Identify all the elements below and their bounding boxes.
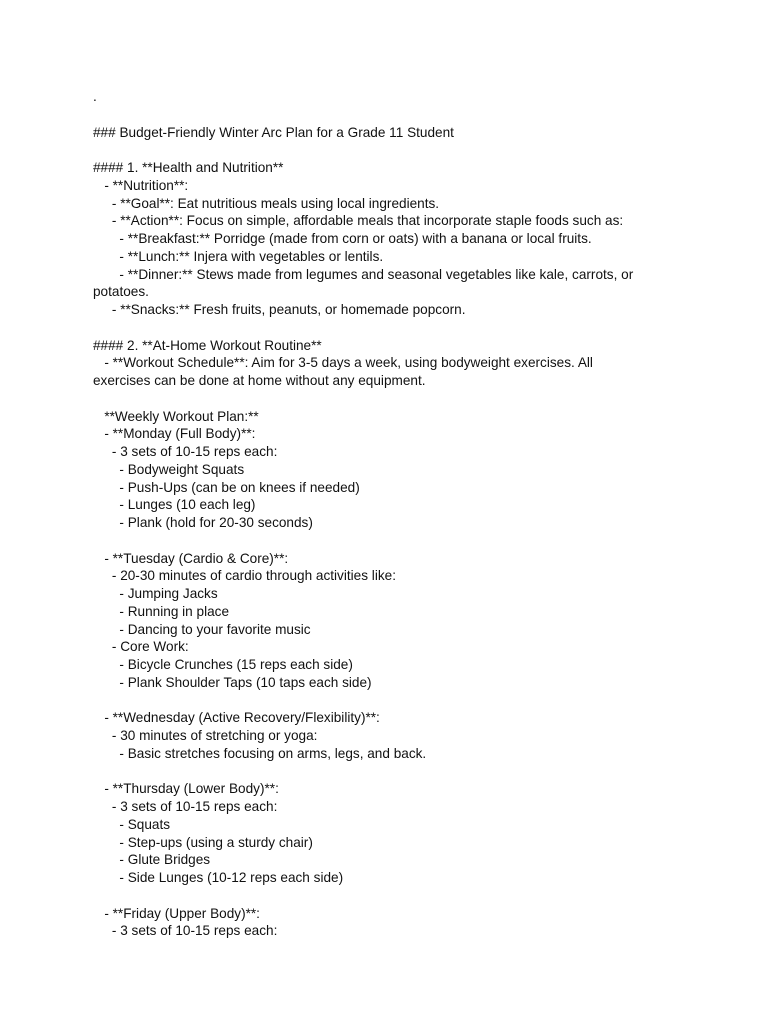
- text-line: - **Lunch:** Injera with vegetables or lentils.: [93, 248, 384, 264]
- document-text: [93, 88, 673, 940]
- text-line: - **Tuesday (Cardio & Core)**:: [93, 550, 289, 566]
- blank-line: [93, 692, 673, 710]
- text-line: - Push-Ups (can be on knees if needed): [93, 479, 360, 495]
- text-line: - **Action**: Focus on simple, affordable meals that incorporate staple foods such as:: [93, 213, 624, 229]
- text-line: potatoes.: [93, 284, 149, 300]
- blank-line: [93, 141, 673, 159]
- text-line: **Weekly Workout Plan:**: [93, 408, 259, 424]
- text-line: - Bodyweight Squats: [93, 461, 245, 477]
- text-line: - Plank Shoulder Taps (10 taps each side): [93, 674, 372, 690]
- text-line: - **Nutrition**:: [93, 177, 189, 193]
- text-line: - 3 sets of 10-15 reps each:: [93, 799, 278, 814]
- blank-line: [93, 763, 673, 781]
- text-line: - **Monday (Full Body)**:: [93, 426, 256, 442]
- text-line: .: [93, 89, 97, 104]
- text-line: #### 1. **Health and Nutrition**: [93, 160, 284, 175]
- text-line: ### Budget-Friendly Winter Arc Plan for a Grade 11 Student: [93, 124, 454, 140]
- text-line: - Core Work:: [93, 639, 189, 655]
- text-line: - **Breakfast:** Porridge (made from corn or oats) with a banana or local fruits.: [93, 231, 592, 246]
- text-line: - **Friday (Upper Body)**:: [93, 905, 260, 921]
- text-line: - **Workout Schedule**: Aim for 3-5 days a week, using bodyweight exercises. All: [93, 355, 593, 371]
- text-line: - 3 sets of 10-15 reps each:: [93, 923, 278, 939]
- text-line: - **Goal**: Eat nutritious meals using local ingredients.: [93, 195, 440, 211]
- text-line: - 3 sets of 10-15 reps each:: [93, 444, 278, 459]
- text-line: #### 2. **At-Home Workout Routine**: [93, 337, 322, 353]
- blank-line: [93, 390, 673, 408]
- text-line: - Squats: [93, 816, 171, 832]
- text-line: - Dancing to your favorite music: [93, 621, 311, 637]
- text-line: - **Dinner:** Stews made from legumes and seasonal vegetables like kale, carrots, or: [93, 266, 634, 282]
- text-line: - Step-ups (using a sturdy chair): [93, 834, 313, 850]
- text-line: - 20-30 minutes of cardio through activities like:: [93, 568, 396, 584]
- text-line: - **Wednesday (Active Recovery/Flexibility)**:: [93, 710, 380, 726]
- blank-line: [93, 106, 673, 124]
- text-line: - Jumping Jacks: [93, 586, 218, 601]
- text-line: - 30 minutes of stretching or yoga:: [93, 728, 318, 743]
- text-line: - Side Lunges (10-12 reps each side): [93, 870, 344, 885]
- text-line: - Bicycle Crunches (15 reps each side): [93, 657, 353, 672]
- text-line: - Basic stretches focusing on arms, legs, and back.: [93, 745, 427, 761]
- text-line: - **Snacks:** Fresh fruits, peanuts, or homemade popcorn.: [93, 302, 466, 317]
- text-line: - **Thursday (Lower Body)**:: [93, 781, 279, 797]
- blank-line: [93, 532, 673, 550]
- text-line: - Plank (hold for 20-30 seconds): [93, 515, 313, 530]
- text-line: - Lunges (10 each leg): [93, 497, 256, 513]
- text-line: - Running in place: [93, 603, 230, 619]
- text-line: - Glute Bridges: [93, 852, 211, 868]
- blank-line: [93, 887, 673, 905]
- blank-line: [93, 319, 673, 337]
- text-line: exercises can be done at home without any equipment.: [93, 373, 426, 388]
